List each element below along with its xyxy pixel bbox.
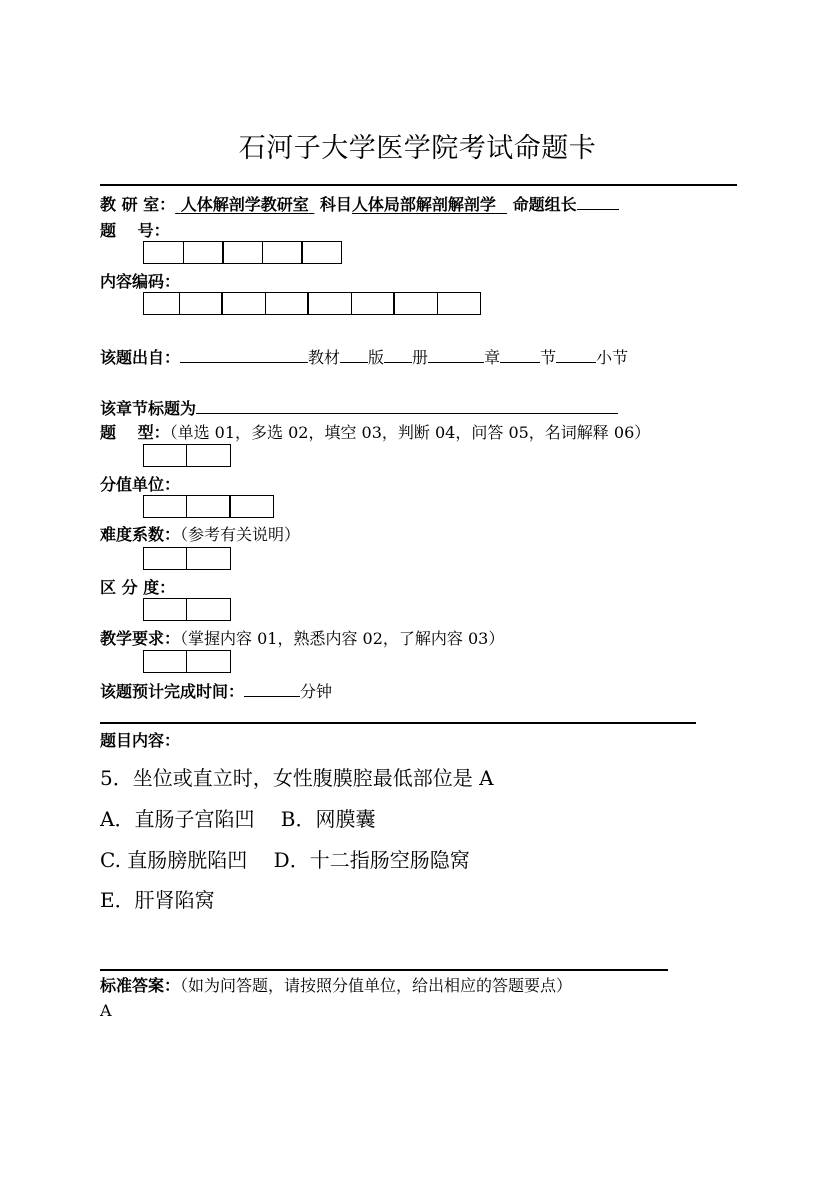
- difficulty-line: [100, 522, 300, 545]
- input-box[interactable]: [186, 598, 231, 621]
- input-box[interactable]: [143, 598, 187, 621]
- time-line: [100, 679, 332, 702]
- input-box[interactable]: [186, 444, 231, 467]
- input-box[interactable]: [186, 650, 231, 673]
- subject-value: 人体局部解剖解剖学: [351, 195, 496, 214]
- answer-rule: [100, 969, 668, 971]
- discrimination-label: 区 分 度：: [100, 578, 176, 597]
- source-part: 版: [368, 348, 385, 367]
- answer-line: [100, 973, 572, 996]
- top-rule: [100, 184, 737, 186]
- source-label: 该题出自：: [100, 348, 181, 367]
- input-box[interactable]: [143, 241, 184, 264]
- time-blank[interactable]: [244, 682, 300, 697]
- input-box[interactable]: [143, 495, 187, 518]
- question-stem: 5．坐位或直立时，女性腹膜腔最低部位是 A: [100, 766, 494, 790]
- qtype-hint: （单选 01，多选 02，填空 03，判断 04，问答 05，名词解释 06）: [169, 423, 651, 442]
- subsection-blank[interactable]: [556, 348, 596, 363]
- input-box[interactable]: [143, 547, 187, 570]
- chapter-title-label: 该章节标题为: [100, 399, 197, 418]
- input-box[interactable]: [143, 650, 187, 673]
- dept-label: 教 研 室：: [100, 195, 176, 214]
- options-line-2: C. 直肠膀胱陷凹 D．十二指肠空肠隐窝: [100, 848, 470, 872]
- source-part: 小节: [596, 348, 629, 367]
- input-box[interactable]: [222, 241, 263, 264]
- chapter-blank[interactable]: [428, 348, 484, 363]
- input-box[interactable]: [221, 292, 266, 315]
- question-no-label: 题 号：: [100, 221, 170, 240]
- source-part: 节: [540, 348, 557, 367]
- content-code-boxes[interactable]: [143, 292, 481, 315]
- options-line-3: E．肝肾陷窝: [100, 888, 215, 912]
- difficulty-label: 难度系数：: [100, 525, 181, 544]
- chapter-title-blank[interactable]: [196, 399, 618, 414]
- input-box[interactable]: [393, 292, 438, 315]
- difficulty-hint: （参考有关说明）: [180, 525, 301, 544]
- source-part: 教材: [308, 348, 341, 367]
- input-box[interactable]: [437, 292, 481, 315]
- difficulty-boxes[interactable]: [143, 547, 231, 570]
- source-part: 章: [484, 348, 501, 367]
- leader-label: 命题组长: [512, 195, 577, 214]
- qtype-line: [100, 420, 650, 443]
- input-box[interactable]: [143, 444, 187, 467]
- teaching-req-line: [100, 626, 504, 649]
- teaching-req-hint: （掌握内容 01，熟悉内容 02，了解内容 03）: [180, 629, 505, 648]
- time-label: 该题预计完成时间：: [100, 682, 245, 701]
- input-box[interactable]: [351, 292, 395, 315]
- answer-value: A: [100, 1001, 112, 1020]
- input-box[interactable]: [262, 241, 303, 264]
- source-part: 册: [412, 348, 429, 367]
- content-label: 题目内容：: [100, 731, 181, 750]
- teaching-req-boxes[interactable]: [143, 650, 231, 673]
- source-line: [100, 345, 628, 368]
- source-blank[interactable]: [180, 348, 308, 363]
- question-no-boxes[interactable]: [143, 241, 342, 264]
- qtype-label: 题 型：: [100, 423, 170, 442]
- answer-hint: （如为问答题，请按照分值单位，给出相应的答题要点）: [180, 976, 573, 995]
- volume-blank[interactable]: [384, 348, 412, 363]
- subject-label: 科目: [319, 195, 352, 214]
- dept-value: 人体解剖学教研室: [180, 195, 309, 214]
- edition-blank[interactable]: [340, 348, 368, 363]
- section-blank[interactable]: [500, 348, 540, 363]
- content-code-label: 内容编码：: [100, 272, 181, 291]
- discrimination-boxes[interactable]: [143, 598, 231, 621]
- header-line: [100, 192, 619, 215]
- content-rule: [100, 722, 696, 724]
- options-line-1: A．直肠子宫陷凹 B．网膜囊: [100, 807, 376, 831]
- page-title: 石河子大学医学院考试命题卡: [238, 133, 597, 164]
- qtype-boxes[interactable]: [143, 444, 231, 467]
- input-box[interactable]: [183, 241, 224, 264]
- input-box[interactable]: [307, 292, 352, 315]
- input-box[interactable]: [229, 495, 274, 518]
- input-box[interactable]: [179, 292, 223, 315]
- score-unit-label: 分值单位：: [100, 475, 181, 494]
- input-box[interactable]: [186, 495, 231, 518]
- score-unit-boxes[interactable]: [143, 495, 274, 518]
- input-box[interactable]: [143, 292, 180, 315]
- input-box[interactable]: [186, 547, 231, 570]
- chapter-title-line: [100, 396, 618, 419]
- leader-blank[interactable]: [577, 195, 619, 210]
- input-box[interactable]: [265, 292, 309, 315]
- input-box[interactable]: [301, 241, 342, 264]
- teaching-req-label: 教学要求：: [100, 629, 181, 648]
- answer-label: 标准答案：: [100, 976, 181, 995]
- time-unit: 分钟: [300, 682, 333, 701]
